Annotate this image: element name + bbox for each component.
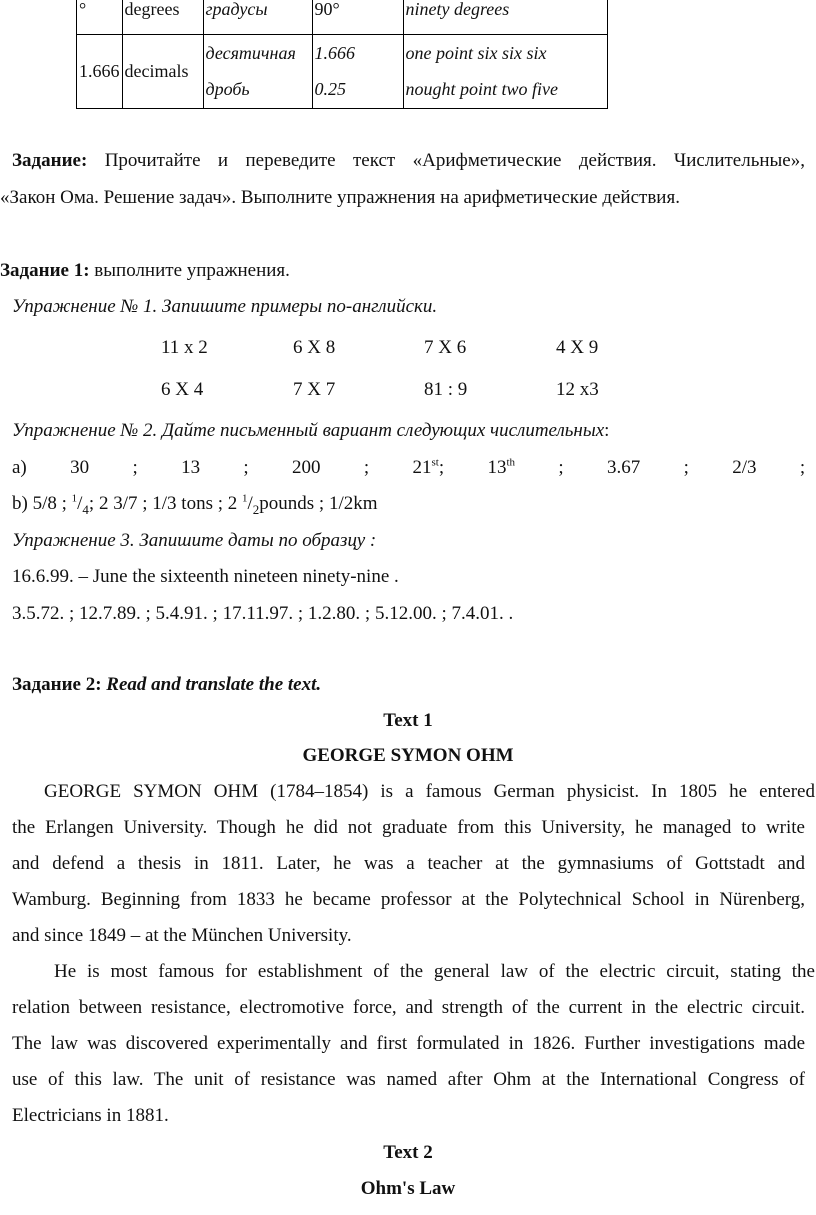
ex1-item: 7 X 6 [424,337,467,358]
table-row [77,0,608,35]
paragraph-line: Wamburg. Beginning from 1833 he became professor at the Polytechnical School in Nürenberg, [12,889,805,910]
ex3-title: Упражнение 3. Запишите даты по образцу : [12,530,377,551]
ex2-token: ; [132,457,138,478]
task1-line [0,260,290,282]
ex1-title: Упражнение № 1. Запишите примеры по-английски. [12,296,438,317]
paragraph-line: use of this law. The unit of resistance was named after Ohm at the International Congress of [12,1069,805,1090]
task-line-2: «Закон Ома. Решение задач». Выполните упражнения на арифметические действия. [0,187,680,208]
ex1-item: 6 X 8 [293,337,336,358]
text2-title: Ohm's Law [360,1178,456,1199]
ex2-token-ordinal: 21st; [412,456,445,478]
ex2-token: ; [558,457,564,478]
table-cell [312,35,403,109]
cell-line: nought point two five [405,79,558,99]
ex2-token-ordinal: 13th [487,456,516,478]
paragraph-line: GEORGE SYMON OHM (1784–1854) is a famous German physicist. In 1805 he entered [44,781,815,802]
text2-heading: Text 2 [383,1142,433,1163]
task-line-1 [12,150,805,172]
ex2-token: ; [363,457,370,478]
ex2-line-a [12,457,805,479]
cell-line: дробь [205,79,250,99]
ex2-token: ; [683,457,689,478]
ex1-item: 4 X 9 [556,337,599,358]
text1-title: GEORGE SYMON OHM [302,745,514,766]
table-cell: degrees [122,0,203,35]
paragraph-line: and defend a thesis in 1811. Later, he was a teacher at the gymnasiums of Gottstadt and [12,853,805,874]
ex2-title-text: Упражнение № 2. Дайте письменный вариант следующих числительных [12,420,605,441]
ex1-item: 11 x 2 [161,337,208,358]
text1-heading: Text 1 [383,710,433,731]
paragraph-line: and since 1849 – at the München University. [12,925,352,946]
cell-line: десятичная [205,43,296,63]
ex2-token: 3.67 [607,457,641,478]
task2-text: Read and translate the text. [101,674,322,695]
ex2-token: 2/3 [732,457,757,478]
paragraph-line: Electricians in 1881. [12,1105,169,1126]
paragraph-line: the Erlangen University. Though he did not graduate from this University, he managed to write [12,817,805,838]
cell-line: one point six six six [405,43,547,63]
ex1-item: 7 X 7 [293,379,336,400]
table-cell: 90° [312,0,403,35]
table-cell [403,35,608,109]
task2-line [12,674,321,696]
paragraph-line: He is most famous for establishment of the general law of the electric circuit, stating the [54,961,815,982]
ex1-item: 81 : 9 [424,379,468,400]
ex1-item: 6 X 4 [161,379,204,400]
ex2-token: ; [799,457,806,478]
ex2-token: a) [12,457,27,478]
task-text-1: Прочитайте и переведите текст «Арифметические действия. Числительные», [104,150,805,171]
table-cell: градусы [203,0,312,35]
table-cell: 1.666 [77,35,123,109]
ex2-colon: : [604,420,610,441]
cell-line: 1.666 [314,43,355,63]
table-cell [203,35,312,109]
ex2-token: ; [243,457,249,478]
ex3-example: 16.6.99. – June the sixteenth nineteen ninety-nine . [12,566,399,587]
task2-label: Задание 2: [12,674,102,695]
ex2-token: 13 [181,457,201,478]
cell-line: 0.25 [314,79,346,99]
table-cell: ° [77,0,123,35]
ex2-title [12,420,609,442]
task1-text: выполните упражнения. [89,260,290,281]
table-cell: decimals [122,35,203,109]
ex1-item: 12 x3 [556,379,599,400]
ex2-token: 200 [292,457,321,478]
ex2-line-b: b) 5/8 ; $^1/_4$; 2 3/7 ; 1/3 tons ; 2 $^1/_2pounds$ ; 1/2km [12,492,378,517]
paragraph-line: The law was discovered experimentally and first formulated in 1826. Further investigations made [12,1033,805,1054]
vocabulary-table [76,0,608,109]
task1-label: Задание 1: [0,260,90,281]
table-row [77,35,608,109]
task-label: Задание: [12,150,88,171]
table-cell: ninety degrees [403,0,608,35]
paragraph-line: relation between resistance, electromotive force, and strength of the current in the electric circuit. [12,997,805,1018]
ex3-list: 3.5.72. ; 12.7.89. ; 5.4.91. ; 17.11.97. ; 1.2.80. ; 5.12.00. ; 7.4.01. . [12,603,514,624]
ex2-token: 30 [70,457,90,478]
